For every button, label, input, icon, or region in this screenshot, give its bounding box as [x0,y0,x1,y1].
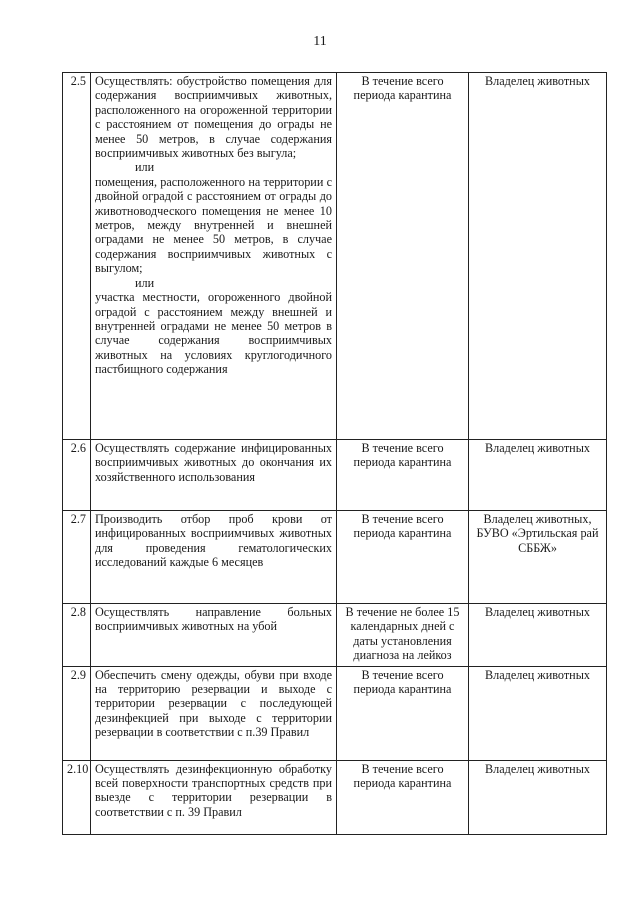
row-number: 2.8 [63,604,91,667]
term-cell: В течение всего периода карантина [337,73,469,440]
table-row [63,511,607,604]
action-paragraph: помещения, расположенного на территории с двойной оградой с расстоянием от ограды до животноводческого помещения не менее 10 метров, между внутренней и внешней оградами не менее 50 метров, в случае содержания восприимчивых животных с выгулом; [95,174,332,276]
term-cell: В течение всего периода карантина [337,511,469,604]
action-cell [91,604,337,667]
row-number: 2.5 [63,73,91,440]
term-cell: В течение не более 15 календарных дней с даты установления диагноза на лейкоз [337,604,469,667]
action-text: Обеспечить смену одежды, обуви при входе на территорию резервации и выходе с территории резервации с последующей дезинфекцией при выходе с территории резервации в соответствии с п.39 Правил [95,667,332,740]
table-row [63,604,607,667]
responsible-cell: Владелец животных [469,604,607,667]
measures-table [62,72,607,835]
action-cell [91,440,337,511]
responsible-cell: Владелец животных [469,440,607,511]
row-number: 2.10 [63,760,91,834]
responsible-cell: Владелец животных, БУВО «Эртильская рай СББЖ» [469,511,607,604]
term-cell: В течение всего периода карантина [337,666,469,760]
action-separator: или [135,275,155,290]
responsible-cell: Владелец животных [469,666,607,760]
action-text: Производить отбор проб крови от инфицированных восприимчивых животных для проведения гематологических исследований каждые 6 месяцев [95,512,332,570]
responsible-cell: Владелец животных [469,73,607,440]
action-cell [91,511,337,604]
action-text: Осуществлять дезинфекционную обработку всей поверхности транспортных средств при выезде с территории резервации в соответствии с п. 39 Правил [95,761,332,819]
action-text: Осуществлять содержание инфицированных восприимчивых животных до окончания их хозяйственного использования [95,441,332,484]
table-row [63,760,607,834]
row-number: 2.7 [63,511,91,604]
table-row [63,73,607,440]
action-paragraph: Осуществлять: обустройство помещения для содержания восприимчивых животных, расположенного на огороженной территории с расстоянием от помещения до ограды не менее 50 метров, в случае содержания восприимчивых животных без выгула; [95,74,332,161]
term-cell: В течение всего периода карантина [337,760,469,834]
row-number: 2.9 [63,666,91,760]
action-cell [91,73,337,440]
action-cell [91,666,337,760]
action-paragraph: участка местности, огороженного двойной оградой с расстоянием между внешней и внутренней оградами не менее 50 метров в случае содержания восприимчивых животных на условиях круглогодичного пастбищного содержания [95,290,332,377]
table-row [63,666,607,760]
action-cell [91,760,337,834]
page-number: 11 [313,34,327,49]
action-separator: или [135,160,155,175]
table-row [63,440,607,511]
responsible-cell: Владелец животных [469,760,607,834]
term-cell: В течение всего периода карантина [337,440,469,511]
row-number: 2.6 [63,440,91,511]
action-text: Осуществлять направление больных восприимчивых животных на убой [95,605,332,634]
